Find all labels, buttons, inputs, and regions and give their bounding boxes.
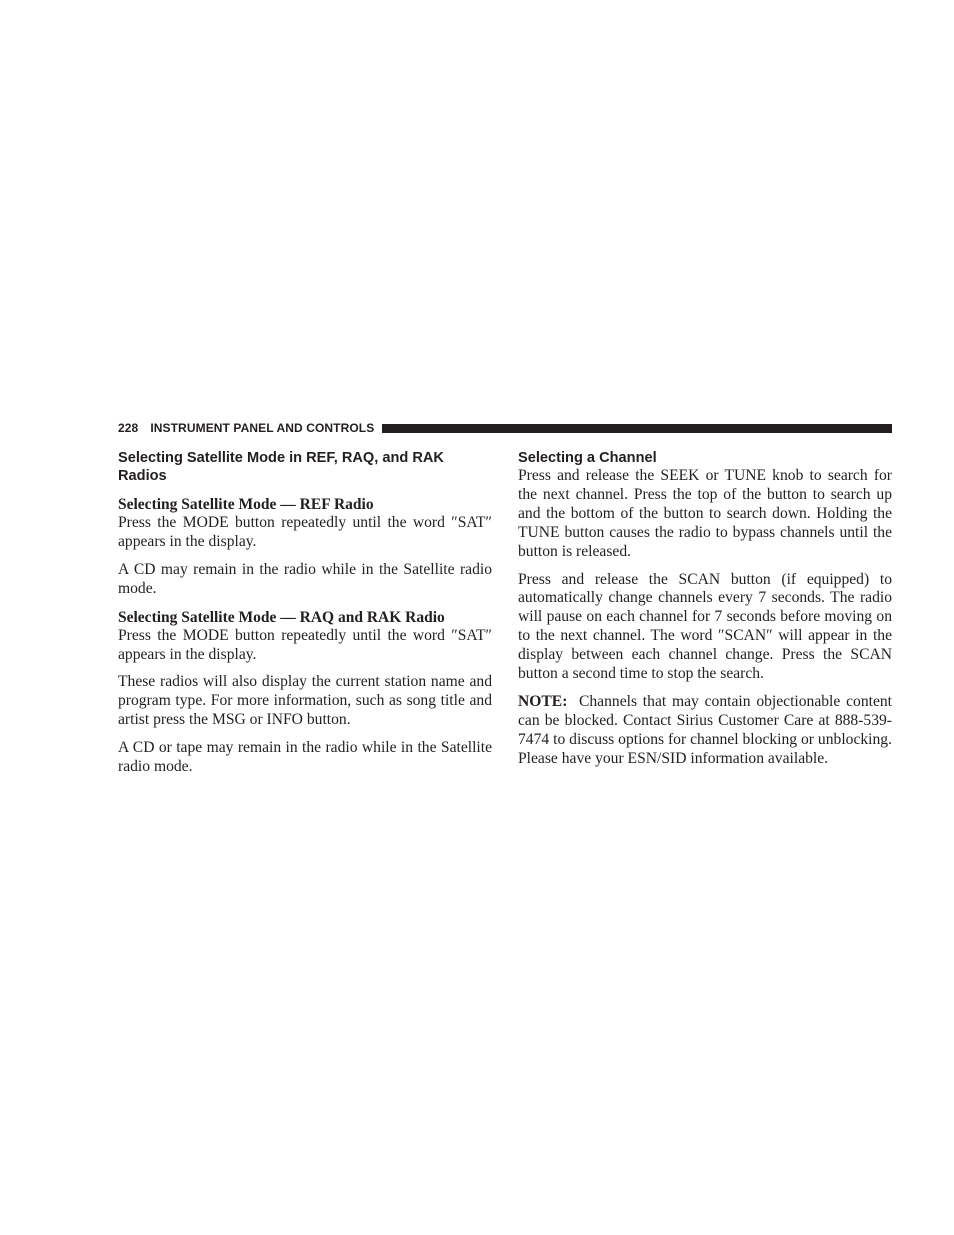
raq-paragraph-1: Press the MODE button repeatedly until the word ″SAT″ appears in the display.: [118, 626, 492, 663]
note-text: Channels that may contain objectionable content can be blocked. Contact Sirius Customer Care at 888-539-7474 to discuss options for channel blocking or unblocking. Please have your ESN/SID information available.: [518, 692, 893, 767]
note-paragraph: [518, 693, 892, 769]
note-label: NOTE:: [518, 692, 568, 710]
raq-paragraph-3: A CD or tape may remain in the radio while in the Satellite radio mode.: [118, 739, 492, 776]
selecting-channel-heading: Selecting a Channel: [518, 450, 657, 466]
ref-radio-heading: Selecting Satellite Mode — REF Radio: [118, 496, 374, 513]
header-rule: [382, 424, 892, 433]
right-column: [518, 449, 892, 769]
channel-paragraph-1: Press and release the SEEK or TUNE knob to search for the next channel. Press the top of the button to search up and the bottom of the button to search down. Holding the TUNE button causes the radio to bypass channels until the button is released.: [518, 467, 892, 560]
satellite-mode-heading: Selecting Satellite Mode in REF, RAQ, and RAK Radios: [118, 450, 444, 484]
raq-rak-radio-heading: Selecting Satellite Mode — RAQ and RAK Radio: [118, 608, 445, 626]
section-title: INSTRUMENT PANEL AND CONTROLS: [150, 420, 375, 435]
ref-paragraph-2: A CD may remain in the radio while in the Satellite radio mode.: [118, 560, 492, 597]
left-column: [118, 449, 492, 777]
page-header: [118, 419, 892, 436]
ref-paragraph-1: Press the MODE button repeatedly until the word ″SAT″ appears in the display.: [118, 514, 492, 550]
raq-paragraph-2: These radios will also display the current station name and program type. For more information, such as song title and artist press the MSG or INFO button.: [118, 673, 492, 729]
channel-paragraph-2: Press and release the SCAN button (if equipped) to automatically change channels every 7 seconds. The radio will pause on each channel for 7 seconds before moving on to the next channel. The word ″SCAN″ will appear in the display between each channel change. Press the SCAN button a second time to stop the search.: [518, 570, 892, 683]
page-number: 228: [118, 420, 139, 435]
